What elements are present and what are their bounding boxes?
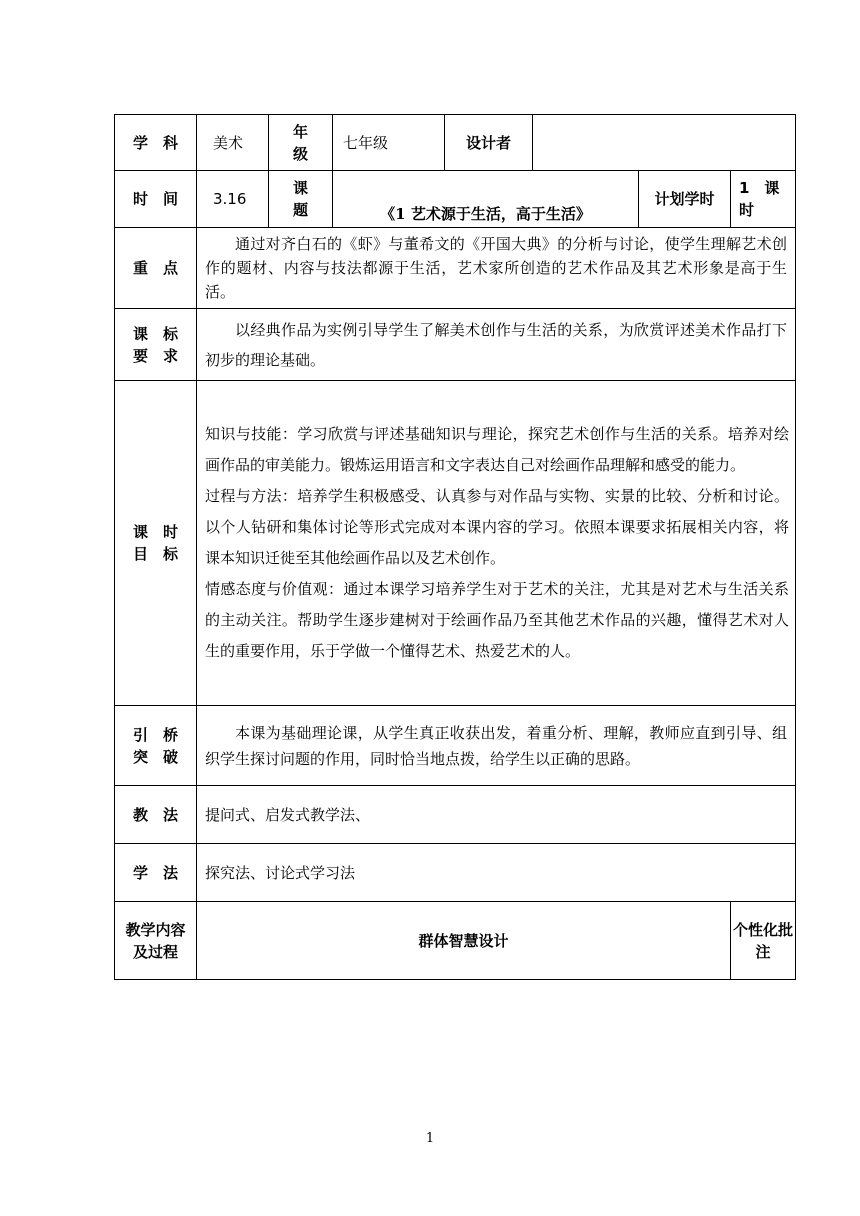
group-design-header: 群体智慧设计 — [197, 902, 731, 980]
lesson-plan-table — [114, 114, 796, 980]
objectives-label — [115, 381, 197, 706]
topic-label: 课题 — [269, 171, 333, 228]
key-points-cell — [197, 228, 796, 309]
key-points-text: 通过对齐白石的《虾》与董希文的《开国大典》的分析与讨论，使学生理解艺术创作的题材、内容与技法都源于生活，艺术家所创造的艺术作品及其艺术形象是高于生活。 — [205, 235, 788, 301]
subject-label: 学 科 — [115, 115, 197, 171]
teaching-method-row — [115, 786, 796, 844]
page-number: 1 — [425, 1131, 435, 1146]
breakthrough-row — [115, 706, 796, 786]
standards-label — [115, 309, 197, 381]
learning-method-text: 探究法、讨论式学习法 — [197, 844, 796, 902]
designer-value — [533, 115, 796, 171]
objectives-process: 过程与方法：培养学生积极感受、认真参与对作品与实物、实景的比较、分析和讨论。以个人钻研和集体讨论等形式完成对本课内容的学习。依照本课要求拓展相关内容，将课本知识迁徙至其他绘画作品以及艺术创作。 — [205, 487, 790, 567]
time-label: 时 间 — [115, 171, 197, 228]
plan-hours-value: 1 课时 — [731, 171, 796, 228]
objectives-label-line1: 课 时 — [132, 523, 178, 541]
teaching-method-text: 提问式、启发式教学法、 — [197, 786, 796, 844]
objectives-emotion: 情感态度与价值观：通过本课学习培养学生对于艺术的关注，尤其是对艺术与生活关系的主动关注。帮助学生逐步建树对于绘画作品乃至其他艺术作品的兴趣，懂得艺术对人生的重要作用，乐于学做一个懂得艺术、热爱艺术的人。 — [205, 580, 790, 660]
subject-value: 美术 — [197, 115, 269, 171]
objectives-label-line2: 目 标 — [132, 545, 178, 563]
process-header-row — [115, 902, 796, 980]
designer-label: 设计者 — [445, 115, 533, 171]
process-label: 教学内容及过程 — [115, 902, 197, 980]
grade-label: 年级 — [269, 115, 333, 171]
objectives-cell — [197, 381, 796, 706]
standards-row — [115, 309, 796, 381]
breakthrough-label-line1: 引 桥 — [132, 725, 178, 744]
annotation-header: 个性化批注 — [731, 902, 796, 980]
breakthrough-cell — [197, 706, 796, 786]
grade-value: 七年级 — [333, 115, 445, 171]
teaching-method-label: 教 法 — [115, 786, 197, 844]
standards-label-line1: 课 标 — [132, 324, 178, 343]
breakthrough-text: 本课为基础理论课，从学生真正收获出发，着重分析、理解，教师应直到引导、组织学生探讨问题的作用，同时恰当地点拨，给学生以正确的思路。 — [205, 723, 788, 768]
learning-method-label: 学 法 — [115, 844, 197, 902]
breakthrough-label-line2: 突 破 — [132, 747, 178, 766]
standards-label-line2: 要 求 — [132, 346, 178, 365]
key-points-label: 重 点 — [115, 228, 197, 309]
objectives-row — [115, 381, 796, 706]
breakthrough-label — [115, 706, 197, 786]
learning-method-row — [115, 844, 796, 902]
time-row — [115, 171, 796, 228]
header-row — [115, 115, 796, 171]
key-points-row — [115, 228, 796, 309]
plan-hours-label: 计划学时 — [639, 171, 731, 228]
standards-text: 以经典作品为实例引导学生了解美术创作与生活的关系，为欣赏评述美术作品打下初步的理论基础。 — [205, 320, 788, 369]
time-value: 3.16 — [197, 171, 269, 228]
objectives-knowledge: 知识与技能：学习欣赏与评述基础知识与理论，探究艺术创作与生活的关系。培养对绘画作品的审美能力。锻炼运用语言和文字表达自己对绘画作品理解和感受的能力。 — [205, 425, 790, 474]
standards-cell — [197, 309, 796, 381]
topic-value: 《1 艺术源于生活，高于生活》 — [333, 171, 639, 228]
